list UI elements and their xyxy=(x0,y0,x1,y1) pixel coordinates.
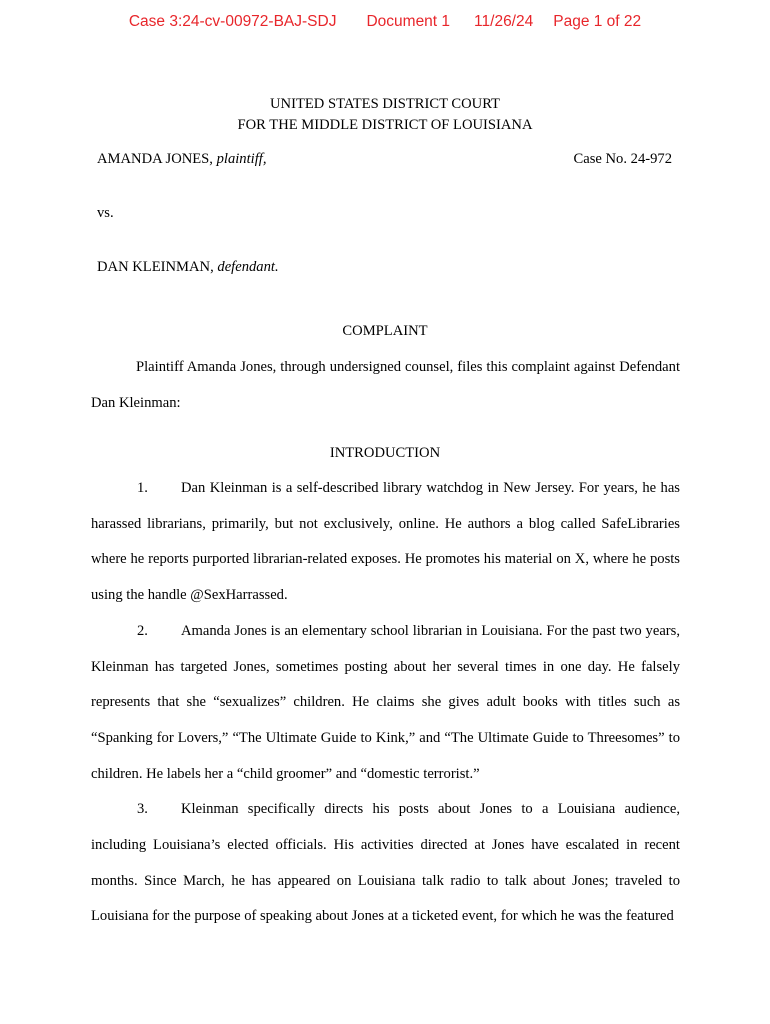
plaintiff-caption xyxy=(97,151,266,168)
defendant-role: defendant. xyxy=(217,259,279,275)
paragraph-3 xyxy=(91,792,680,935)
intro-paragraph: Plaintiff Amanda Jones, through undersigned counsel, files this complaint against Defendant Dan Kleinman: xyxy=(91,359,680,411)
plaintiff-role: plaintiff, xyxy=(216,151,267,167)
case-header-stamp xyxy=(0,13,770,31)
paragraph-text: Dan Kleinman is a self-described library watchdog in New Jersey. For years, he has harassed librarians, primarily, but not exclusively, online. He authors a blog called SafeLibraries where he reports purported librarian-related exposes. He promotes his material on X, where he posts using the handle @SexHarrassed. xyxy=(91,480,680,604)
paragraph-text: Kleinman specifically directs his posts about Jones to a Louisiana audience, including Louisiana’s elected officials. His activities directed at Jones have escalated in recent months. Since March, he has appeared on Louisiana talk radio to talk about Jones; traveled to Louisiana for the purpose of speaking about Jones at a ticketed event, for which he was the featured xyxy=(91,801,680,925)
paragraph-2 xyxy=(91,614,680,793)
stamp-page: Page 1 of 22 xyxy=(553,13,642,30)
section-heading: INTRODUCTION xyxy=(329,445,441,461)
defendant-name: DAN KLEINMAN, xyxy=(97,259,218,275)
court-district: FOR THE MIDDLE DISTRICT OF LOUISIANA xyxy=(237,117,533,133)
versus: vs. xyxy=(97,205,114,221)
court-name: UNITED STATES DISTRICT COURT xyxy=(270,96,500,112)
paragraph-number: 1. xyxy=(137,480,148,496)
stamp-date: 11/26/24 xyxy=(474,13,534,30)
defendant-caption xyxy=(97,259,279,276)
case-number: Case No. 24-972 xyxy=(573,151,672,167)
paragraph-1 xyxy=(91,471,680,614)
stamp-case-number: Case 3:24-cv-00972-BAJ-SDJ xyxy=(128,13,337,30)
stamp-document: Document 1 xyxy=(366,13,451,30)
intro-paragraph-block xyxy=(91,350,680,421)
numbered-paragraphs xyxy=(91,471,680,935)
paragraph-number: 2. xyxy=(137,622,148,639)
plaintiff-name: AMANDA JONES, xyxy=(97,151,217,167)
document-title: COMPLAINT xyxy=(342,323,428,339)
paragraph-number: 3. xyxy=(137,801,148,818)
court-heading xyxy=(0,94,770,136)
paragraph-text: Amanda Jones is an elementary school librarian in Louisiana. For the past two years, Kleinman has targeted Jones, sometimes posting about her several times in one day. He falsely represents that she “sexualizes” children. He claims she gives adult books with titles such as “Spanking for Lovers,” “The Ultimate Guide to Kink,” and “The Ultimate Guide to Threesomes” to children. He labels her a “child groomer” and “domestic terrorist.” xyxy=(91,622,680,782)
